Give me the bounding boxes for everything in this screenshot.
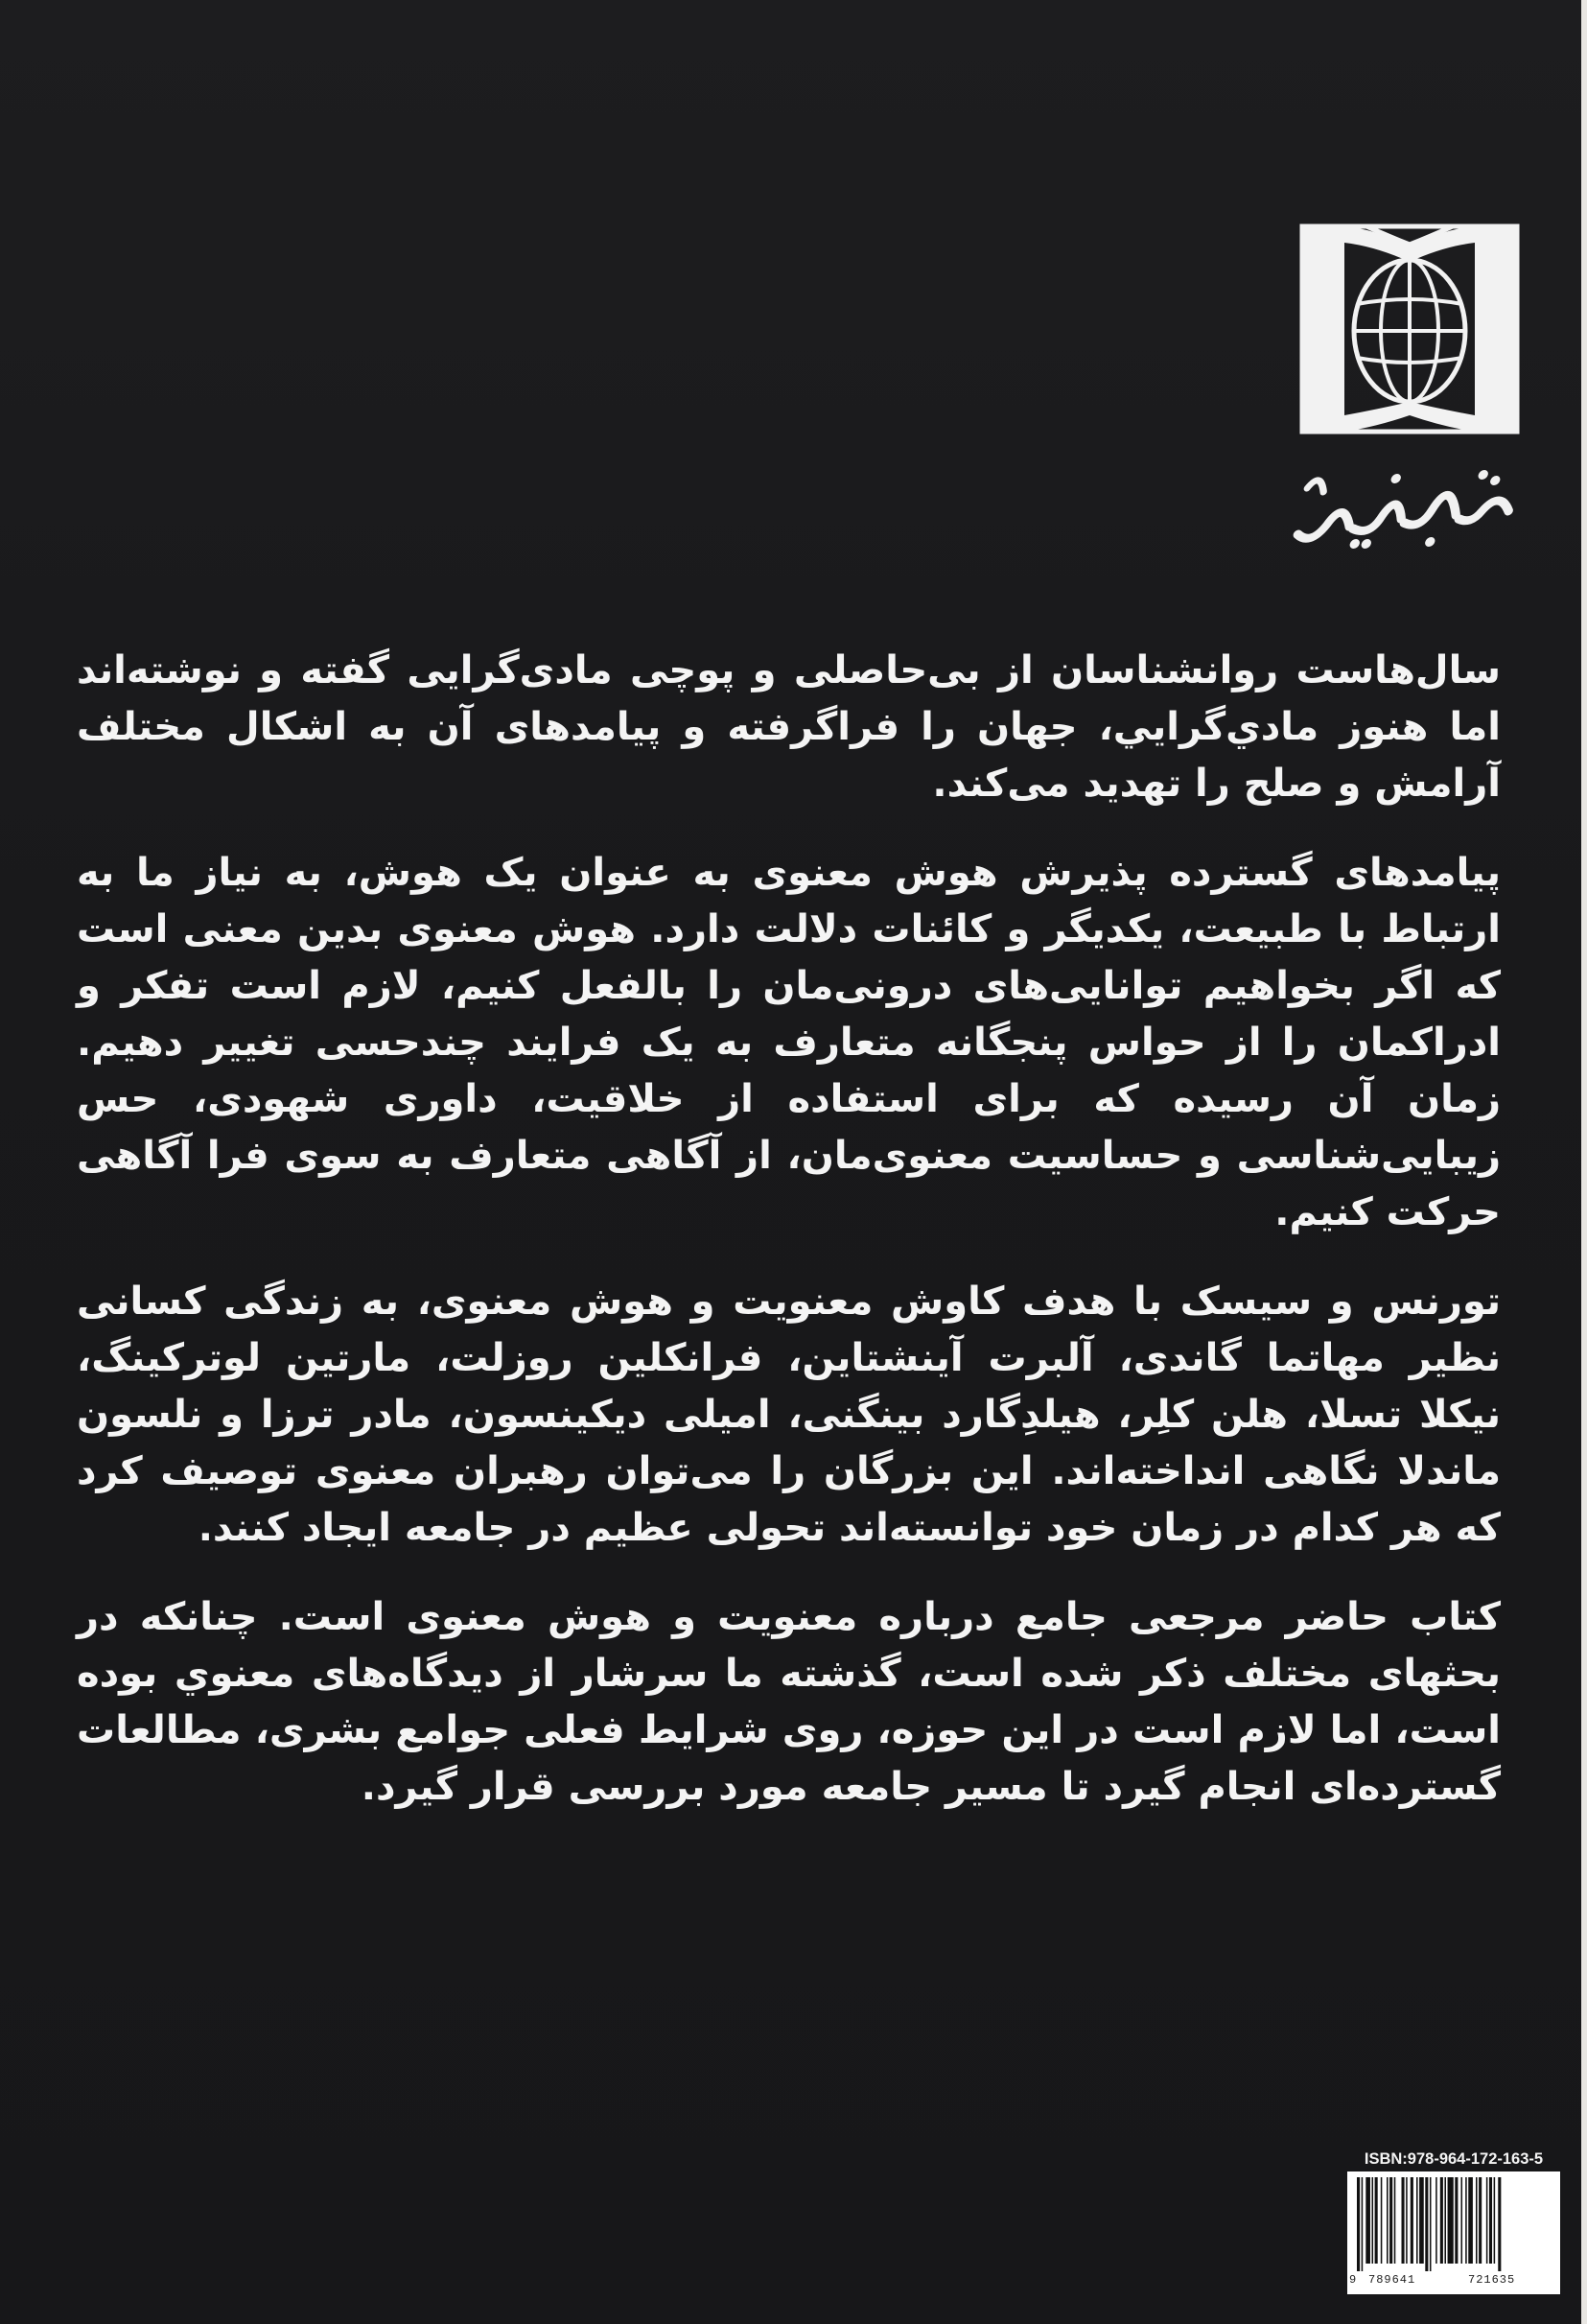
barcode-bar bbox=[1357, 2177, 1360, 2271]
barcode-bar bbox=[1444, 2177, 1446, 2264]
barcode-bar bbox=[1440, 2177, 1443, 2264]
barcode-bar bbox=[1498, 2177, 1501, 2271]
barcode-bar bbox=[1489, 2177, 1492, 2264]
barcode-left-digits: 789641 bbox=[1368, 2273, 1416, 2287]
barcode-bar bbox=[1387, 2177, 1389, 2264]
isbn-block bbox=[1347, 2148, 1560, 2307]
isbn-label: ISBN:978-964-172-163-5 bbox=[1364, 2150, 1544, 2168]
barcode-bar bbox=[1486, 2177, 1488, 2264]
globe-book-icon bbox=[1299, 223, 1520, 434]
publisher-logo bbox=[1299, 223, 1520, 569]
barcode-bar bbox=[1406, 2177, 1408, 2264]
barcode-bar bbox=[1419, 2177, 1424, 2264]
barcode-bars bbox=[1355, 2177, 1552, 2271]
barcode-lead-digit: 9 bbox=[1349, 2273, 1357, 2287]
barcode-bar bbox=[1455, 2177, 1458, 2264]
barcode-bar bbox=[1425, 2177, 1428, 2271]
barcode-bar bbox=[1430, 2177, 1432, 2271]
barcode-bar bbox=[1448, 2177, 1454, 2264]
blurb-paragraph-4: کتاب حاضر مرجعی جامع درباره معنویت و هوش معنوی است. چنانکه در بحثهای مختلف ذکر شده است، گذشته ما سرشار از دیدگاه‌های معنوي بوده است، اما لازم است در این حوزه، روی شرایط فعلی جوامع بشری، مطالعات گسترده‌ای انجام گیرد تا مسیر جامعه مورد بررسی قرار گیرد. bbox=[77, 1595, 1501, 1809]
barcode-bar bbox=[1494, 2177, 1496, 2264]
publisher-logotype-art bbox=[1278, 452, 1538, 557]
barcode-bar bbox=[1416, 2177, 1418, 2264]
barcode-bar bbox=[1479, 2177, 1482, 2264]
barcode-bar bbox=[1461, 2177, 1463, 2264]
barcode-bar bbox=[1372, 2177, 1374, 2264]
publisher-logotype bbox=[1278, 452, 1538, 557]
blurb-paragraph-3: تورنس و سیسک با هدف کاوش معنویت و هوش معنوی، به زندگی کسانی نظیر مهاتما گاندی، آلبرت آینشتاین، فرانکلین روزلت، مارتین لوترکینگ، نیکلا تسلا، هلن کلِر، هیلدِگارد بینگنی، امیلی دیکینسون، مادر ترزا و نلسون ماندلا نگاهی انداخته‌اند. این بزرگان را می‌توان رهبران معنوی توصیف کرد که هر کدام در زمان خود توانسته‌اند تحولی عظیم در جامعه ایجاد کنند. bbox=[77, 1279, 1501, 1550]
barcode-bar bbox=[1465, 2177, 1467, 2264]
barcode-bar bbox=[1435, 2177, 1437, 2264]
barcode-bar bbox=[1375, 2177, 1378, 2264]
barcode-bar bbox=[1362, 2177, 1364, 2271]
barcode-bar bbox=[1402, 2177, 1405, 2264]
barcode-bar bbox=[1381, 2177, 1383, 2264]
barcode-bar bbox=[1389, 2177, 1392, 2264]
barcode-bar bbox=[1411, 2177, 1413, 2264]
blurb-text bbox=[77, 643, 1501, 1848]
barcode-bar bbox=[1394, 2177, 1396, 2264]
blurb-paragraph-2: پیامدهای گسترده پذیرش هوش معنوی به عنوان یک هوش، به نیاز ما به ارتباط با طبیعت، یکدیگر و کائنات دلالت دارد. هوش معنوی بدین معنی است که اگر بخواهیم توانایی‌های درونی‌مان را بالفعل کنیم، لازم است تفکر و ادراکمان را از حواس پنجگانه متعارف به یک فرایند چندحسی تغییر دهیم. زمان آن رسیده که برای استفاده از خلاقیت، داوری شهودی، حس زیبایی‌شناسی و حساسیت معنوی‌مان، از آگاهی متعارف به سوی فرا آگاهی حرکت کنیم. bbox=[77, 851, 1501, 1234]
barcode-right-digits: 721635 bbox=[1468, 2273, 1516, 2287]
barcode-bar bbox=[1476, 2177, 1478, 2264]
barcode-bar bbox=[1468, 2177, 1473, 2264]
barcode-bar bbox=[1365, 2177, 1370, 2264]
barcode bbox=[1347, 2171, 1560, 2294]
blurb-paragraph-1: سال‌هاست روانشناسان از بی‌حاصلی و پوچی مادی‌گرایی گفته و نوشته‌اند اما هنوز مادي‌گرايي، جهان را فراگرفته و پیامدهای آن به اشکال مختلف آرامش و صلح را تهدید می‌کند. bbox=[77, 648, 1501, 806]
